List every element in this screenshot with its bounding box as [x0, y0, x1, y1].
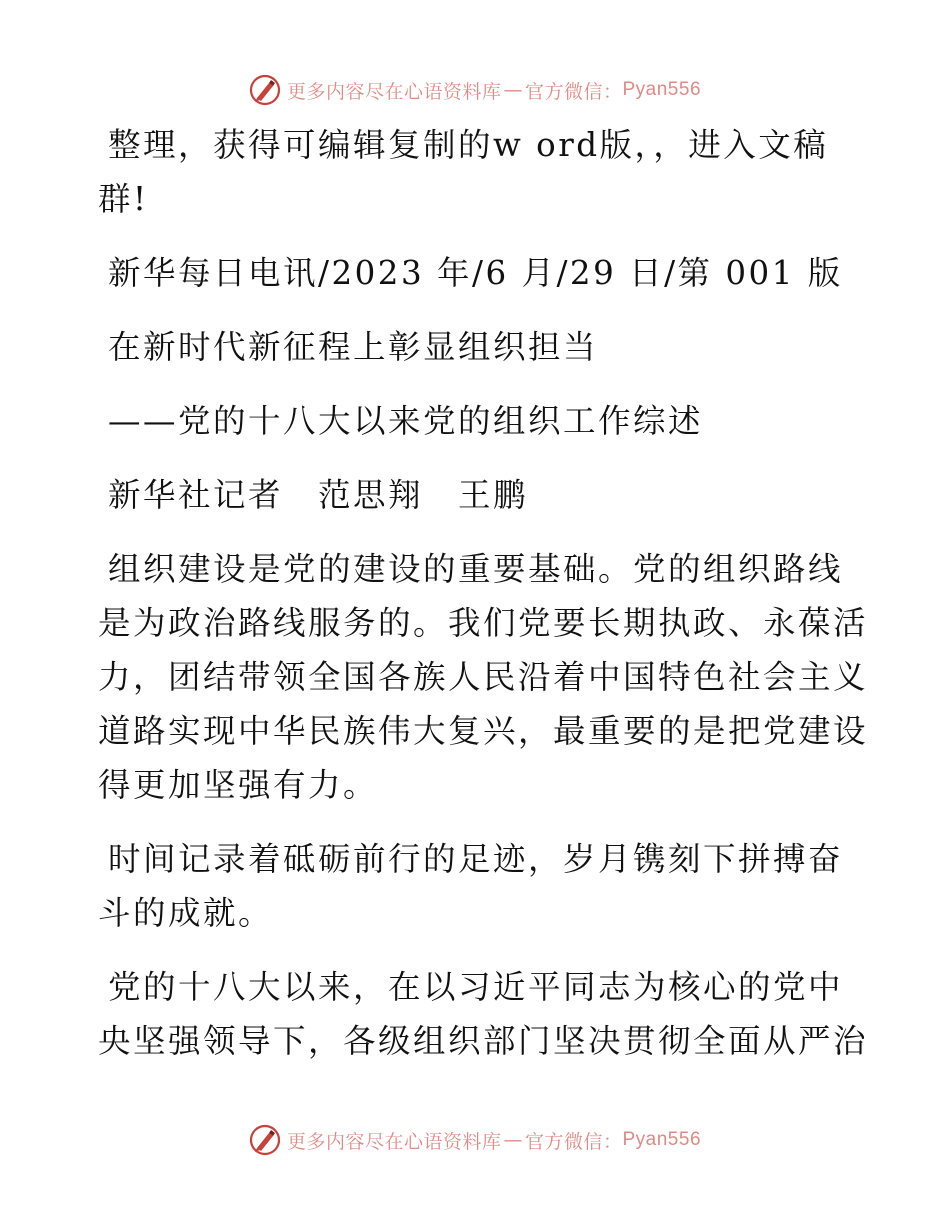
- watermark-label: 官方微信：: [524, 1130, 623, 1153]
- footer-watermark: [0, 1120, 950, 1160]
- watermark-text: 更多内容尽在心语资料库: [286, 1130, 502, 1153]
- watermark-wechat-id: Pyan556: [622, 1129, 702, 1150]
- text-line: 道路实现中华民族伟大复兴，最重要的是把党建设: [98, 712, 869, 750]
- document-body: [98, 118, 869, 1088]
- header-watermark: [0, 70, 950, 110]
- pen-logo-icon: [249, 1124, 281, 1156]
- text-line: 整理，获得可编辑复制的w ord版，，进入文稿: [108, 126, 829, 164]
- paragraph: [98, 960, 869, 1068]
- paragraph: [98, 246, 858, 300]
- text-line: 党的十八大以来，在以习近平同志为核心的党中: [108, 968, 844, 1006]
- watermark-text: 更多内容尽在心语资料库: [286, 80, 502, 103]
- pen-logo-icon: [249, 74, 281, 106]
- text-line: 群!: [98, 180, 149, 218]
- watermark-dash: —: [503, 79, 523, 101]
- text-line: 得更加坚强有力。: [98, 766, 379, 804]
- paragraph: [98, 832, 858, 940]
- text-line: ——党的十八大以来党的组织工作综述: [108, 402, 704, 440]
- text-line: 力，团结带领全国各族人民沿着中国特色社会主义: [98, 658, 869, 696]
- text-line: 在新时代新征程上彰显组织担当: [108, 328, 599, 366]
- paragraph: [98, 542, 869, 812]
- watermark-wechat-id: Pyan556: [622, 79, 702, 100]
- paragraph: [98, 320, 858, 374]
- text-line: 新华每日电讯/2023 年/6 月/29 日/第 001 版: [108, 254, 843, 292]
- watermark-label: 官方微信：: [524, 80, 623, 103]
- paragraph: [98, 468, 858, 522]
- text-line: 央坚强领导下，各级组织部门坚决贯彻全面从严治: [98, 1022, 869, 1060]
- text-line: 时间记录着砥砺前行的足迹，岁月镌刻下拼搏奋: [108, 840, 844, 878]
- paragraph: [98, 118, 858, 226]
- text-line: 斗的成就。: [98, 894, 274, 932]
- paragraph: [98, 394, 858, 448]
- text-line: 组织建设是党的建设的重要基础。党的组织路线: [108, 550, 844, 588]
- watermark-dash: —: [503, 1129, 523, 1151]
- text-line: 是为政治路线服务的。我们党要长期执政、永葆活: [98, 604, 869, 642]
- text-line: 新华社记者 范思翔 王鹏: [108, 476, 529, 514]
